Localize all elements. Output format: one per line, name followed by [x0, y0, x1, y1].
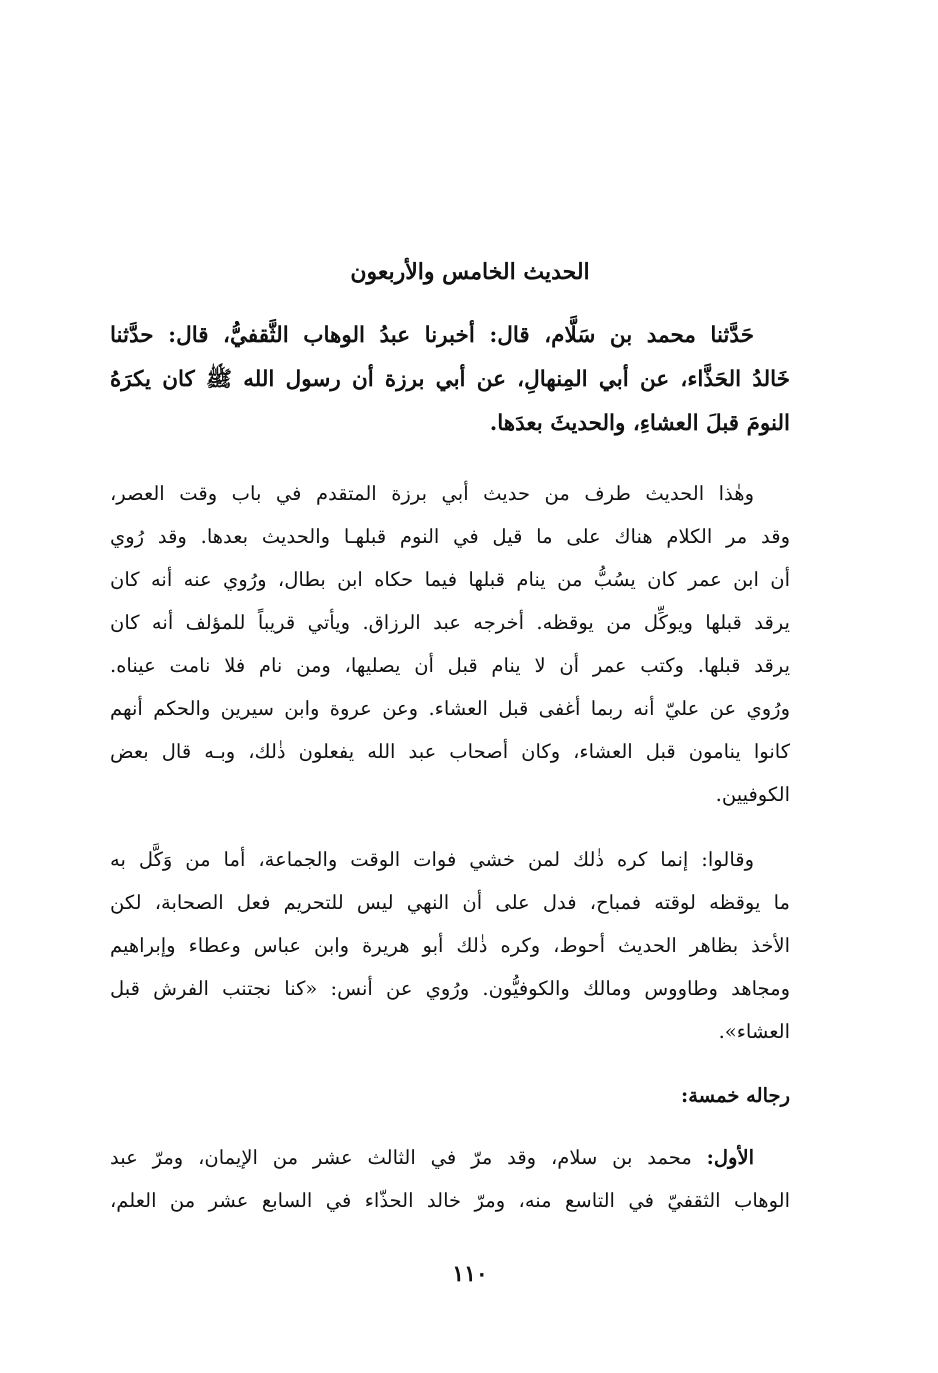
page-number: ١١٠	[452, 1261, 488, 1287]
hadith-text	[110, 314, 790, 446]
paragraph-line: ورُوي عن عليّ أنه ربما أغفى قبل العشاء. وعن عروة وابن سيرين والحكم أنهم	[110, 697, 790, 720]
paragraph-line: وقد مر الكلام هناك على ما قيل في النوم قبلهـا والحديث بعدها. وقد رُوي	[110, 525, 790, 548]
narrator-ordinal: الأول:	[706, 1146, 754, 1169]
paragraph-line: كانوا ينامون قبل العشاء، وكان أصحاب عبد الله يفعلون ذٰلك، وبـه قال بعض	[110, 740, 790, 763]
paragraph-line: أن ابن عمر كان يسُبُّ من ينام قبلها فيما حكاه ابن بطال، ورُوي عنه أنه كان	[110, 568, 790, 591]
paragraph-line: يرقد قبلها ويوكِّل من يوقظه. أخرجه عبد الرزاق. ويأتي قريباً للمؤلف أنه كان	[110, 611, 790, 634]
hadith-line: حَدَّثنا محمد بن سَلَّام، قال: أخبرنا عبدُ الوهاب الثَّقفيُّ، قال: حدَّثنا	[110, 323, 754, 348]
section-title: الحديث الخامس والأربعون	[350, 259, 590, 285]
narrators-heading-text: رجاله خمسة:	[681, 1084, 790, 1107]
paragraph-line: وقالوا: إنما كره ذٰلك لمن خشي فوات الوقت والجماعة، أما من وَكَّل به	[110, 848, 754, 871]
commentary-paragraph-1	[110, 472, 790, 816]
paragraph-line: يرقد قبلها. وكتب عمر أن لا ينام قبل أن يصليها، ومن نام فلا نامت عيناه.	[110, 654, 790, 677]
paragraph-line	[110, 1136, 790, 1179]
hadith-line: النومَ قبلَ العشاءِ، والحديثَ بعدَها.	[489, 411, 790, 436]
paragraph-line: ومجاهد وطاووس ومالك والكوفيُّون. ورُوي عن أنس: «كنا نجتنب الفرش قبل	[110, 977, 790, 1000]
paragraph-line: الأخذ بظاهر الحديث أحوط، وكره ذٰلك أبو هريرة وابن عباس وعطاء وإبراهيم	[110, 934, 790, 957]
narrators-paragraph	[110, 1136, 790, 1222]
hadith-line: خَالدُ الحَذَّاء، عن أبي المِنهالِ، عن أبي برزة أن رسول الله ﷺ كان يكرَهُ	[110, 367, 790, 392]
paragraph-line: العشاء».	[718, 1020, 790, 1043]
narrator-text: محمد بن سلام، وقد مرّ في الثالث عشر من الإيمان، ومرّ عبد	[110, 1146, 692, 1169]
paragraph-line: ما يوقظه لوقته فمباح، فدل على أن النهي ليس للتحريم فعل الصحابة، لكن	[110, 891, 790, 914]
commentary-paragraph-2	[110, 838, 790, 1053]
paragraph-line: الوهاب الثقفيّ في التاسع منه، ومرّ خالد الحذّاء في السابع عشر من العلم،	[110, 1189, 790, 1212]
paragraph-line: الكوفيين.	[715, 783, 790, 806]
narrators-heading	[110, 1074, 790, 1117]
paragraph-line: وهٰذا الحديث طرف من حديث أبي برزة المتقدم في باب وقت العصر،	[110, 482, 754, 505]
